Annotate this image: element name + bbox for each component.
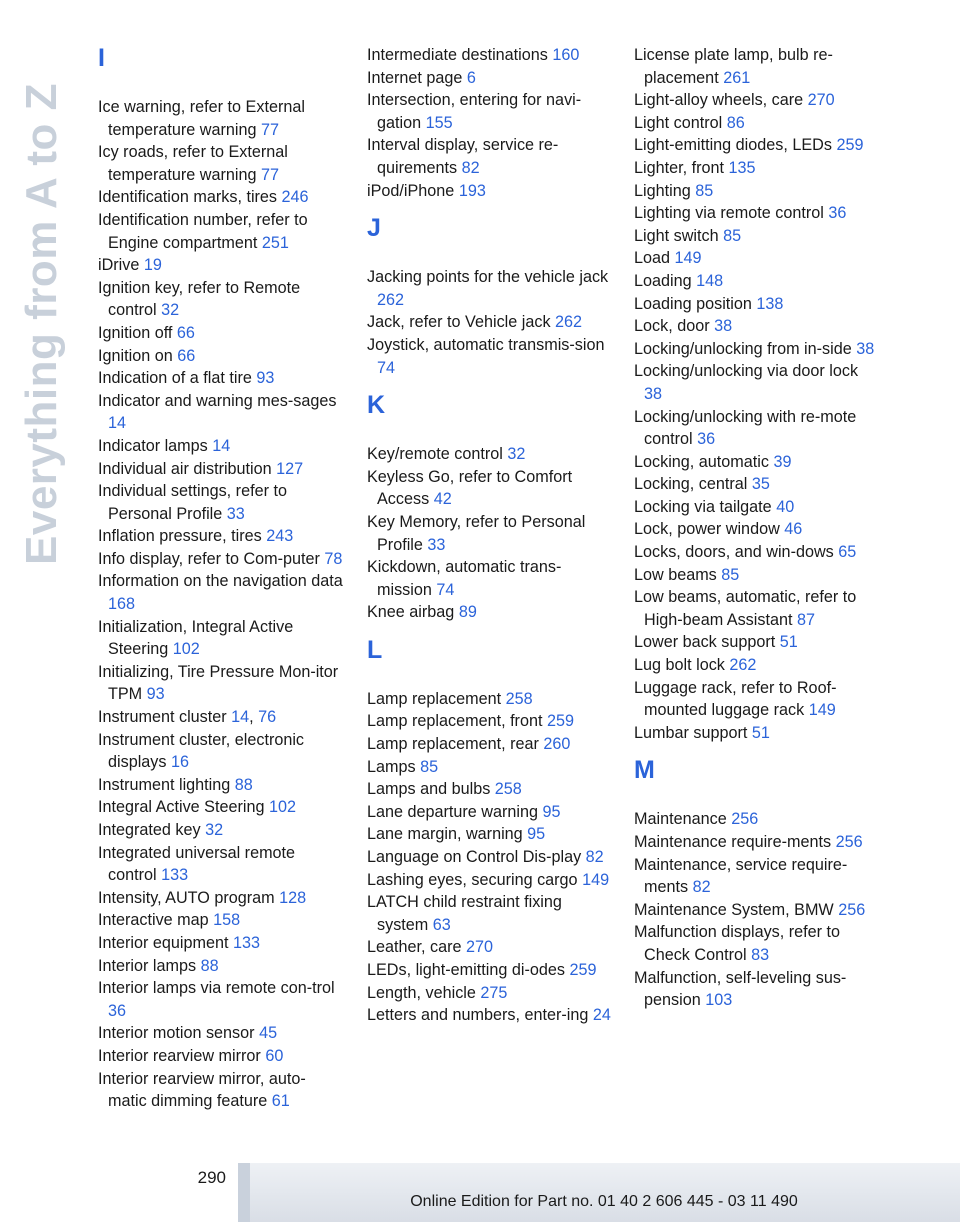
page-link[interactable]: 6 xyxy=(466,68,476,87)
entry-text: Interior rearview mirror, auto-matic dimming feature xyxy=(98,1069,306,1111)
entry-text: Locking/unlocking with re-mote control xyxy=(634,407,857,449)
page-link[interactable]: 88 xyxy=(234,775,253,794)
entry-text: Maintenance System, BMW xyxy=(634,900,834,919)
page-link[interactable]: 138 xyxy=(756,294,784,313)
index-entry xyxy=(367,134,612,179)
index-entry xyxy=(634,338,879,361)
index-entry xyxy=(634,808,879,831)
entry-text: Intersection, entering for navi-gation xyxy=(367,91,582,132)
index-entry xyxy=(367,823,612,846)
entry-text: Locking/unlocking from in-side xyxy=(634,339,852,358)
page-link[interactable]: 85 xyxy=(420,757,439,776)
page-link[interactable]: 251 xyxy=(261,233,289,252)
entry-text: Key Memory, refer to Personal Profile xyxy=(367,512,586,554)
index-entry xyxy=(634,202,879,225)
section-letter: I xyxy=(98,44,105,72)
index-entry xyxy=(634,270,879,293)
index-entry xyxy=(367,710,612,733)
index-entry xyxy=(634,518,879,541)
page-link[interactable]: 102 xyxy=(268,798,296,817)
side-title-text: Everything from A to Z xyxy=(17,83,67,565)
index-entry xyxy=(367,311,612,334)
page-link[interactable]: 275 xyxy=(480,983,508,1002)
entry-text: Lashing eyes, securing cargo xyxy=(367,870,578,889)
entry-text: Lane departure warning xyxy=(367,802,538,821)
index-entry xyxy=(634,899,879,922)
entry-text: Interior motion sensor xyxy=(98,1024,255,1043)
page-link[interactable]: 133 xyxy=(232,933,260,952)
page-link[interactable]: 32 xyxy=(507,445,526,464)
page-link[interactable]: 93 xyxy=(146,685,165,704)
index-entry xyxy=(98,842,343,887)
page-link[interactable]: 103 xyxy=(705,991,733,1010)
page-link[interactable]: 14 xyxy=(231,708,250,727)
index-entry xyxy=(367,756,612,779)
page-link[interactable]: 36 xyxy=(108,1001,127,1020)
entry-text: Lamps and bulbs xyxy=(367,780,491,799)
index-entry xyxy=(634,44,879,89)
index-entry xyxy=(634,293,879,316)
page-link[interactable]: 61 xyxy=(271,1092,290,1111)
index-column-3 xyxy=(634,44,879,1012)
index-entry xyxy=(98,548,343,571)
page-link[interactable]: 95 xyxy=(542,802,561,821)
entry-text: Icy roads, refer to External temperature warning xyxy=(98,143,288,184)
index-entry xyxy=(367,959,612,982)
index-entry xyxy=(634,564,879,587)
entry-text: Loading xyxy=(634,271,692,290)
index-entry xyxy=(634,406,879,451)
index-entry xyxy=(98,977,343,1022)
entry-text: Individual air distribution xyxy=(98,459,272,478)
index-entry xyxy=(98,96,343,141)
page-link[interactable]: 45 xyxy=(259,1024,278,1043)
index-entry xyxy=(367,556,612,601)
page-link[interactable]: 16 xyxy=(170,753,189,772)
entry-text: Individual settings, refer to Personal Profile xyxy=(98,482,287,523)
index-entry xyxy=(367,601,612,624)
entry-text: Identification marks, tires xyxy=(98,188,278,207)
entry-text: Interior lamps xyxy=(98,956,197,975)
page-link[interactable]: 270 xyxy=(466,938,494,957)
index-entry xyxy=(367,688,612,711)
index-entry xyxy=(98,1022,343,1045)
entry-text: Indication of a flat tire xyxy=(98,369,252,388)
entry-text: Info display, refer to Com-puter xyxy=(98,549,320,568)
index-entry xyxy=(367,733,612,756)
page-link[interactable]: 155 xyxy=(425,113,453,132)
index-entry xyxy=(98,774,343,797)
entry-text: Initializing, Tire Pressure Mon-itor TPM xyxy=(98,662,339,704)
index-entry xyxy=(367,1004,612,1027)
page-link[interactable]: 193 xyxy=(458,181,486,200)
index-entry xyxy=(367,982,612,1005)
entry-text: LATCH child restraint fixing system xyxy=(367,893,562,934)
entry-text: Locks, doors, and win-dows xyxy=(634,543,834,562)
page-link[interactable]: 82 xyxy=(692,878,711,897)
entry-text: Interval display, service re-quirements xyxy=(367,136,559,177)
page-link[interactable]: 33 xyxy=(226,504,245,523)
entry-text: Load xyxy=(634,249,671,268)
side-title xyxy=(2,44,82,604)
index-entry xyxy=(634,180,879,203)
entry-text: Maintenance xyxy=(634,810,727,829)
entry-text: Interior lamps via remote con-trol xyxy=(98,979,335,998)
index-entry xyxy=(98,209,343,254)
entry-text: Kickdown, automatic trans-mission xyxy=(367,558,562,599)
entry-text: Ignition off xyxy=(98,323,173,342)
entry-text: Loading position xyxy=(634,294,752,313)
page-link[interactable]: 149 xyxy=(674,249,702,268)
entry-text: Integrated universal remote control xyxy=(98,843,296,885)
page-link[interactable]: 258 xyxy=(494,780,522,799)
index-entry xyxy=(634,654,879,677)
entry-text: Light-emitting diodes, LEDs xyxy=(634,136,832,155)
entry-text: Locking via tailgate xyxy=(634,497,772,516)
page-link[interactable]: 36 xyxy=(828,204,847,223)
page-link[interactable]: 262 xyxy=(729,656,757,675)
entry-text: Letters and numbers, enter-ing xyxy=(367,1006,589,1025)
index-entry xyxy=(98,525,343,548)
page-link[interactable]: 51 xyxy=(751,723,770,742)
page-link[interactable]: 87 xyxy=(796,610,815,629)
entry-text: Jacking points for the vehicle jack xyxy=(367,268,609,287)
entry-text: Light control xyxy=(634,113,723,132)
index-entry xyxy=(367,936,612,959)
entry-text: Initialization, Integral Active Steering xyxy=(98,617,294,659)
index-entry xyxy=(98,796,343,819)
entry-text: Lighting xyxy=(634,181,691,200)
page-link[interactable]: 149 xyxy=(582,870,610,889)
page-link[interactable]: 38 xyxy=(714,317,733,336)
index-entry xyxy=(634,473,879,496)
entry-text: Ice warning, refer to External temperature warning xyxy=(98,98,305,139)
index-entry xyxy=(98,570,343,615)
page-link[interactable]: 259 xyxy=(569,961,597,979)
page-link[interactable]: 78 xyxy=(324,549,343,568)
entry-text: Lighter, front xyxy=(634,158,724,177)
page-link[interactable]: 60 xyxy=(265,1046,284,1065)
page-link[interactable]: 51 xyxy=(779,633,798,652)
entry-text: Ignition on xyxy=(98,346,173,365)
section-letter: M xyxy=(634,756,655,785)
entry-text: Internet page xyxy=(367,68,463,87)
page-link[interactable]: 259 xyxy=(546,712,574,731)
entry-text: Malfunction, self-leveling sus-pension xyxy=(634,968,847,1010)
entry-text: Integral Active Steering xyxy=(98,798,265,817)
page-link[interactable]: 260 xyxy=(543,735,571,754)
page-number: 290 xyxy=(197,1168,226,1187)
page-link[interactable]: 66 xyxy=(176,323,195,342)
index-entry xyxy=(98,955,343,978)
entry-text: Lamp replacement xyxy=(367,689,502,708)
index-entry xyxy=(98,458,343,481)
entry-text: Instrument lighting xyxy=(98,775,231,794)
page-link[interactable]: 89 xyxy=(458,603,477,622)
entry-text: Instrument cluster, electronic displays xyxy=(98,730,305,772)
index-entry xyxy=(634,360,879,405)
entry-text: LEDs, light-emitting di-odes xyxy=(367,961,565,979)
page-link[interactable]: 85 xyxy=(721,565,740,584)
page-link[interactable]: 88 xyxy=(200,956,219,975)
index-entry xyxy=(367,334,612,379)
index-entry xyxy=(367,846,612,869)
page-link[interactable]: 102 xyxy=(172,640,200,659)
index-entry xyxy=(634,677,879,722)
index-entry xyxy=(367,466,612,511)
entry-text: Joystick, automatic transmis-sion xyxy=(367,335,605,354)
entry-text: Key/remote control xyxy=(367,445,503,464)
index-entry xyxy=(634,631,879,654)
entry-text: Locking/unlocking via door lock xyxy=(634,362,859,381)
page-link[interactable]: 135 xyxy=(728,158,756,177)
index-entry xyxy=(634,134,879,157)
page-link[interactable]: 42 xyxy=(433,490,452,509)
page-link[interactable]: 32 xyxy=(161,301,180,320)
entry-text: Interior equipment xyxy=(98,933,229,952)
index-entry xyxy=(98,819,343,842)
page-link[interactable]: 74 xyxy=(377,358,396,377)
entry-text: Inflation pressure, tires xyxy=(98,527,262,546)
page-link[interactable]: 82 xyxy=(461,158,480,177)
page-link[interactable]: 33 xyxy=(427,535,446,554)
page-link[interactable]: 258 xyxy=(505,689,533,708)
entry-text: Lock, power window xyxy=(634,520,780,539)
page-link[interactable]: 14 xyxy=(212,436,231,455)
page-link[interactable]: 65 xyxy=(838,543,857,562)
index-entry xyxy=(634,854,879,899)
index-entry xyxy=(367,778,612,801)
footer-text: Online Edition for Part no. 01 40 2 606 445 - 03 11 490 xyxy=(410,1193,798,1210)
section-letter: K xyxy=(367,391,386,420)
entry-text: Maintenance, service require-ments xyxy=(634,855,848,897)
page-link[interactable]: 259 xyxy=(836,136,864,155)
index-entry xyxy=(367,44,612,67)
entry-text: Knee airbag xyxy=(367,603,455,622)
page-link[interactable]: 168 xyxy=(108,595,136,614)
index-entry xyxy=(98,435,343,458)
index-entry xyxy=(98,186,343,209)
index-entry xyxy=(98,661,343,706)
page-link[interactable]: 36 xyxy=(697,430,716,449)
section-letter: L xyxy=(367,635,383,664)
entry-text: Lighting via remote control xyxy=(634,204,824,223)
entry-text: Lower back support xyxy=(634,633,776,652)
entry-text: Lamp replacement, rear xyxy=(367,735,539,754)
index-entry xyxy=(98,729,343,774)
index-entry xyxy=(98,277,343,322)
page-link[interactable]: 77 xyxy=(260,165,279,184)
entry-text: Lug bolt lock xyxy=(634,656,725,675)
page-link[interactable]: 74 xyxy=(436,580,455,599)
page-link[interactable]: 261 xyxy=(723,68,751,87)
page-link[interactable]: 24 xyxy=(592,1006,611,1025)
entry-text: Lamps xyxy=(367,757,416,776)
page-link[interactable]: 270 xyxy=(807,91,835,110)
index-entry xyxy=(98,390,343,435)
entry-text: Leather, care xyxy=(367,938,462,957)
page-link[interactable]: 86 xyxy=(726,113,745,132)
page-link[interactable]: 35 xyxy=(751,475,770,494)
entry-text: License plate lamp, bulb re-placement xyxy=(634,46,833,87)
index-entry xyxy=(98,932,343,955)
page-link[interactable]: 82 xyxy=(585,848,604,867)
index-entry xyxy=(634,157,879,180)
entry-text: Light-alloy wheels, care xyxy=(634,91,804,110)
page-link[interactable]: 160 xyxy=(552,46,580,64)
index-entry xyxy=(98,1068,343,1113)
entry-text: Intensity, AUTO program xyxy=(98,888,275,907)
page-link[interactable]: 256 xyxy=(835,833,863,851)
entry-text: Low beams xyxy=(634,565,717,584)
index-entry xyxy=(634,586,879,631)
page-link[interactable]: 76 xyxy=(258,708,277,727)
page-link[interactable]: 38 xyxy=(856,339,875,358)
entry-text: Length, vehicle xyxy=(367,983,476,1002)
index-entry xyxy=(367,443,612,466)
entry-text: Instrument cluster xyxy=(98,708,227,727)
index-entry xyxy=(634,89,879,112)
entry-text: Lamp replacement, front xyxy=(367,712,543,731)
index-column-1 xyxy=(98,44,343,1113)
entry-text: Keyless Go, refer to Comfort Access xyxy=(367,467,573,509)
entry-text: Intermediate destinations xyxy=(367,46,548,64)
page-link[interactable]: 256 xyxy=(731,810,759,829)
index-entry xyxy=(634,921,879,966)
index-entry xyxy=(367,89,612,134)
page-link[interactable]: 32 xyxy=(205,821,224,839)
index-column-2 xyxy=(367,44,612,1027)
index-entry xyxy=(634,541,879,564)
index-entry xyxy=(634,831,879,854)
index-entry xyxy=(634,112,879,135)
page-link[interactable]: 63 xyxy=(432,915,451,934)
entry-text: Locking, automatic xyxy=(634,452,769,471)
index-entry xyxy=(367,801,612,824)
page-link[interactable]: 85 xyxy=(723,226,742,245)
index-entry xyxy=(634,722,879,745)
entry-text: iDrive xyxy=(98,256,140,275)
entry-text: Identification number, refer to Engine compartment xyxy=(98,210,308,252)
page-link[interactable]: 85 xyxy=(695,181,714,200)
page-link[interactable]: 243 xyxy=(266,527,294,546)
page-link[interactable]: 38 xyxy=(644,384,663,403)
page-link[interactable]: 246 xyxy=(281,188,309,207)
page-link[interactable]: 19 xyxy=(143,256,162,275)
entry-text: Ignition key, refer to Remote control xyxy=(98,278,301,320)
entry-text: Lane margin, warning xyxy=(367,825,523,844)
entry-text: Maintenance require-ments xyxy=(634,833,832,851)
entry-text: Indicator lamps xyxy=(98,436,208,455)
page-link[interactable]: 128 xyxy=(279,888,307,907)
page-link[interactable]: 39 xyxy=(773,452,792,471)
page-link[interactable]: 93 xyxy=(256,369,275,388)
page-link[interactable]: 262 xyxy=(555,313,583,332)
page-link[interactable]: 127 xyxy=(276,459,304,478)
index-entry xyxy=(98,345,343,368)
index-entry xyxy=(98,141,343,186)
index-entry xyxy=(98,367,343,390)
index-entry xyxy=(367,266,612,311)
entry-text: Integrated key xyxy=(98,821,201,839)
entry-text: Language on Control Dis-play xyxy=(367,848,582,867)
page-link[interactable]: 40 xyxy=(776,497,795,516)
index-entry xyxy=(98,322,343,345)
index-entry xyxy=(634,225,879,248)
footer-stripe xyxy=(238,1163,250,1222)
index-entry xyxy=(634,967,879,1012)
index-entry xyxy=(367,180,612,203)
index-entry xyxy=(634,247,879,270)
index-entry xyxy=(634,451,879,474)
index-entry xyxy=(98,909,343,932)
entry-text: Lumbar support xyxy=(634,723,748,742)
entry-text: Light switch xyxy=(634,226,719,245)
index-entry xyxy=(98,616,343,661)
index-entry xyxy=(98,254,343,277)
index-entry xyxy=(634,315,879,338)
index-entry xyxy=(634,496,879,519)
entry-text: Indicator and warning mes-sages xyxy=(98,391,337,410)
page-link[interactable]: 148 xyxy=(696,271,724,290)
index-entry xyxy=(98,887,343,910)
page-link[interactable]: 14 xyxy=(108,414,127,433)
index-entry xyxy=(367,511,612,556)
index-entry xyxy=(98,1045,343,1068)
entry-text: Information on the navigation data xyxy=(98,572,343,591)
page-link[interactable]: 262 xyxy=(377,290,405,309)
entry-text: Interactive map xyxy=(98,911,209,930)
page-link[interactable]: 256 xyxy=(838,900,866,919)
entry-text: iPod/iPhone xyxy=(367,181,455,200)
section-letter: J xyxy=(367,214,381,243)
index-entry xyxy=(367,67,612,90)
entry-text: Jack, refer to Vehicle jack xyxy=(367,313,551,332)
entry-text: Luggage rack, refer to Roof-mounted luggage rack xyxy=(634,678,837,720)
index-entry xyxy=(367,891,612,936)
page-link[interactable]: 95 xyxy=(527,825,546,844)
index-entry xyxy=(98,480,343,525)
page-link[interactable]: 77 xyxy=(260,120,279,139)
entry-text: Malfunction displays, refer to Check Control xyxy=(634,923,841,964)
index-entry: Instrument cluster 14, 76 xyxy=(98,708,277,727)
page-link[interactable]: 133 xyxy=(161,866,189,885)
entry-text: Lock, door xyxy=(634,317,710,336)
entry-text: Interior rearview mirror xyxy=(98,1046,261,1065)
index-entry xyxy=(367,869,612,892)
page-link[interactable]: 66 xyxy=(177,346,196,365)
page-link[interactable]: 158 xyxy=(213,911,241,930)
page-link[interactable]: 83 xyxy=(751,945,770,964)
page-link[interactable]: 46 xyxy=(784,520,803,539)
page-link[interactable]: 149 xyxy=(808,701,836,720)
entry-text: Locking, central xyxy=(634,475,748,494)
entry-text: Low beams, automatic, refer to High-beam Assistant xyxy=(634,588,857,629)
